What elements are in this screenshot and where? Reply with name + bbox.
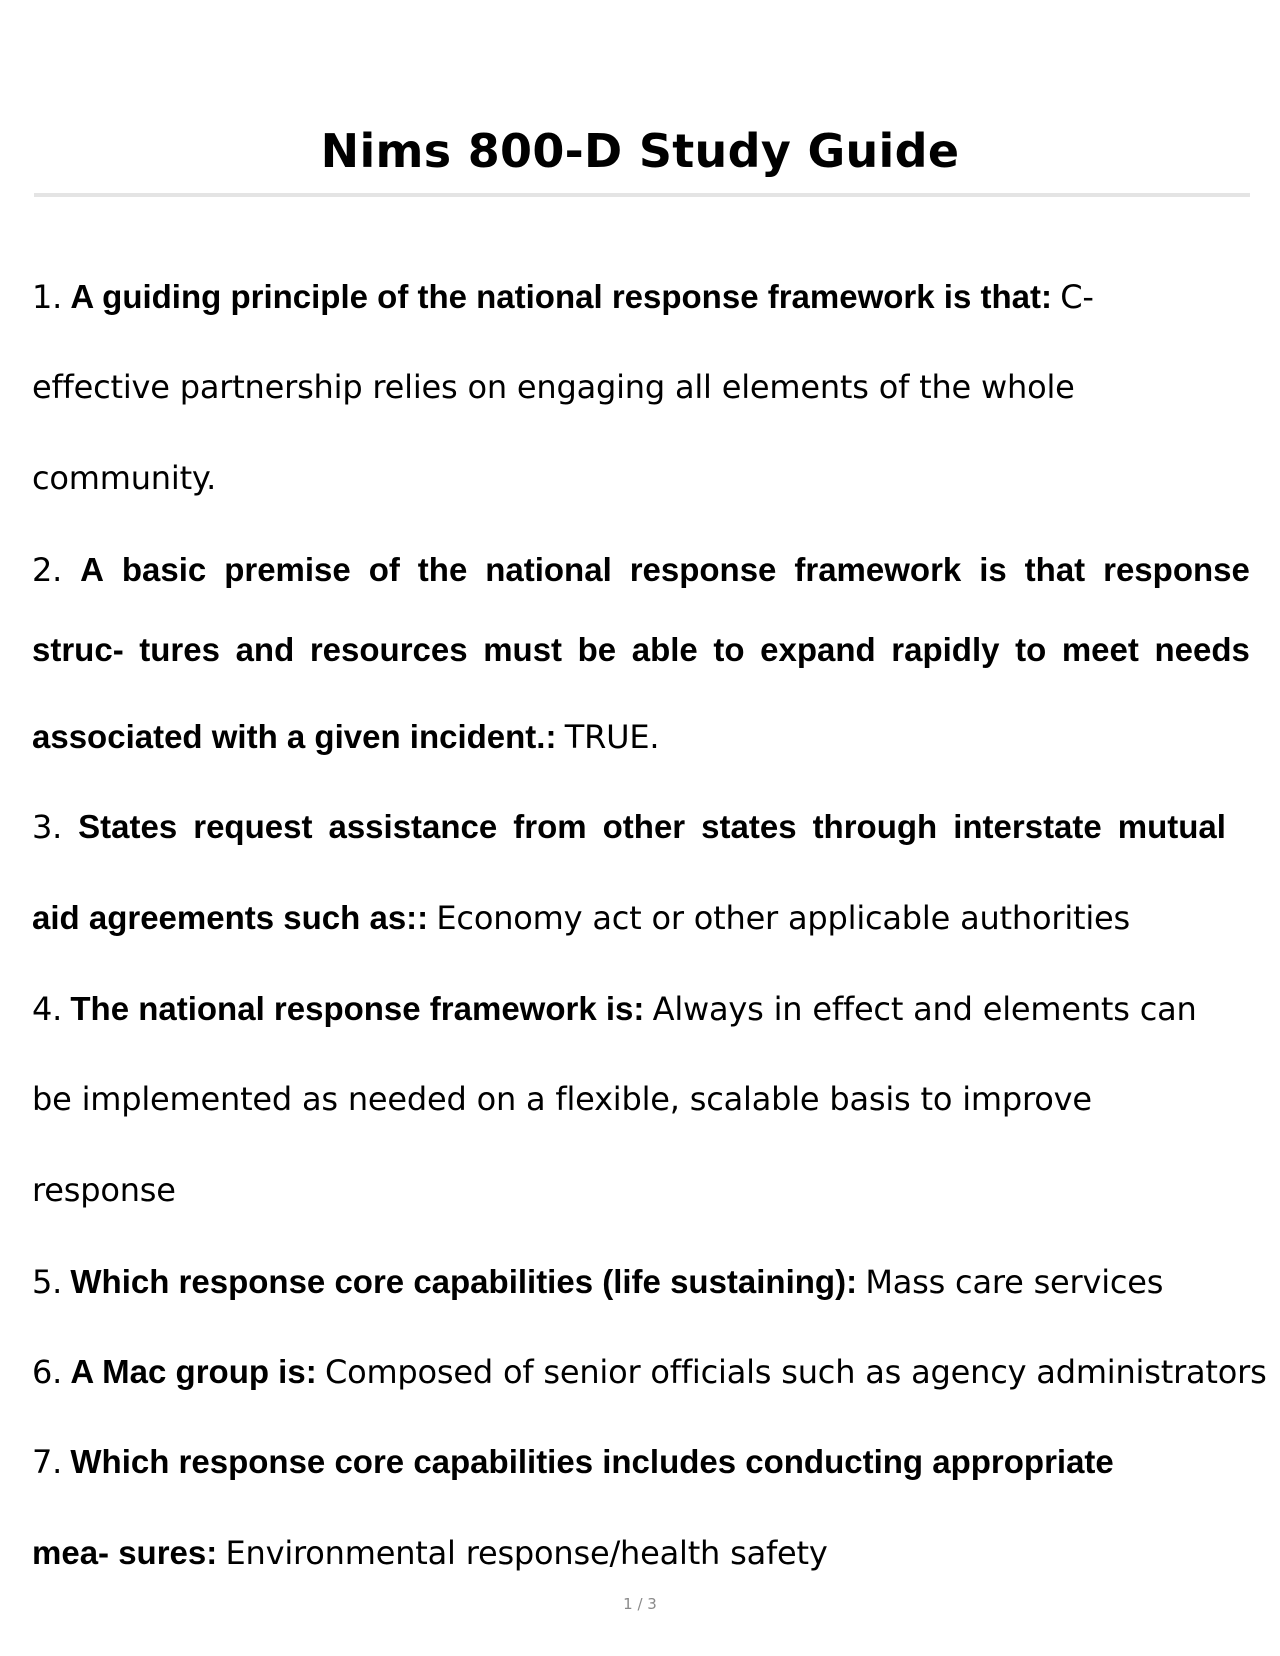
item-question: aid agreements such as:: bbox=[32, 899, 429, 936]
question-word: the bbox=[417, 551, 468, 588]
item-1-line-1 bbox=[32, 272, 1250, 323]
item-answer: community. bbox=[32, 459, 217, 497]
item-answer: Economy act or other applicable authorities bbox=[436, 899, 1131, 937]
item-answer: be implemented as needed on a flexible, scalable basis to improve bbox=[32, 1080, 1092, 1118]
item-question: A guiding principle of the national response framework is that: bbox=[70, 278, 1052, 315]
item-1-line-2 bbox=[32, 362, 1250, 413]
item-question: mea- sures: bbox=[32, 1534, 218, 1571]
item-4-line-1 bbox=[32, 984, 1250, 1035]
item-number: 1. bbox=[32, 278, 63, 316]
item-question: Which response core capabilities (life sustaining): bbox=[70, 1263, 858, 1300]
item-5-line-1 bbox=[32, 1257, 1250, 1308]
item-answer: TRUE. bbox=[564, 718, 660, 756]
item-4-line-3 bbox=[32, 1165, 1250, 1216]
question-word: be bbox=[577, 631, 617, 668]
item-7-line-1 bbox=[32, 1437, 1250, 1488]
page-number: 1 / 3 bbox=[623, 1595, 657, 1613]
question-word: national bbox=[485, 551, 612, 588]
question-word: request bbox=[193, 808, 313, 845]
item-7-line-2 bbox=[32, 1528, 1250, 1579]
item-4-line-2 bbox=[32, 1074, 1250, 1125]
item-3-line-2 bbox=[32, 893, 1250, 944]
question-word: meet bbox=[1061, 631, 1139, 668]
item-number: 4. bbox=[32, 990, 63, 1028]
item-2-line-3 bbox=[32, 712, 1250, 763]
item-2-line-2 bbox=[32, 625, 1250, 675]
question-word: of bbox=[368, 551, 400, 588]
item-answer: effective partnership relies on engaging all elements of the whole bbox=[32, 368, 1075, 406]
question-word: to bbox=[713, 631, 745, 668]
question-word: from bbox=[513, 808, 587, 845]
question-word: rapidly bbox=[891, 631, 1000, 668]
question-word: assistance bbox=[328, 808, 498, 845]
item-number: 7. bbox=[32, 1443, 63, 1481]
question-word: to bbox=[1015, 631, 1047, 668]
page-title: Nims 800-D Study Guide bbox=[320, 124, 960, 178]
item-number: 6. bbox=[32, 1353, 63, 1391]
item-answer: Always in effect and elements can bbox=[652, 990, 1197, 1028]
question-word: resources bbox=[309, 631, 468, 668]
question-word: interstate bbox=[953, 808, 1102, 845]
question-word: is bbox=[979, 551, 1007, 588]
question-word: framework bbox=[794, 551, 962, 588]
question-word: mutual bbox=[1117, 808, 1226, 845]
item-answer: C- bbox=[1060, 278, 1094, 316]
question-word: struc- bbox=[32, 631, 124, 668]
item-answer: Environmental response/health safety bbox=[225, 1534, 828, 1572]
question-word: states bbox=[701, 808, 797, 845]
question-word: basic bbox=[121, 551, 207, 588]
question-word: expand bbox=[760, 631, 876, 668]
item-question: The national response framework is: bbox=[70, 990, 645, 1027]
item-2-line-1 bbox=[32, 545, 1250, 595]
item-question: associated with a given incident.: bbox=[32, 718, 557, 755]
item-3-line-1 bbox=[32, 802, 1226, 852]
item-question: Which response core capabilities includes conducting appropriate bbox=[70, 1443, 1114, 1480]
item-number: 3. bbox=[32, 808, 63, 846]
item-question: A Mac group is: bbox=[70, 1353, 317, 1390]
question-word: that bbox=[1024, 551, 1086, 588]
question-word: and bbox=[235, 631, 295, 668]
item-answer: Composed of senior officials such as agency administrators bbox=[324, 1353, 1267, 1391]
item-6-line-1 bbox=[32, 1347, 1267, 1398]
question-word: through bbox=[812, 808, 938, 845]
item-answer: Mass care services bbox=[865, 1263, 1164, 1301]
question-word: must bbox=[483, 631, 563, 668]
item-number: 5. bbox=[32, 1263, 63, 1301]
question-word: tures bbox=[139, 631, 220, 668]
question-word: needs bbox=[1154, 631, 1250, 668]
question-word: response bbox=[1103, 551, 1250, 588]
question-word: States bbox=[78, 808, 178, 845]
question-word: premise bbox=[224, 551, 351, 588]
question-word: response bbox=[629, 551, 777, 588]
question-word: able bbox=[631, 631, 698, 668]
question-word: A bbox=[80, 551, 104, 588]
title-divider bbox=[34, 193, 1250, 197]
item-1-line-3 bbox=[32, 453, 1250, 504]
item-answer: response bbox=[32, 1171, 176, 1209]
item-number: 2. bbox=[32, 551, 63, 589]
question-word: other bbox=[602, 808, 686, 845]
